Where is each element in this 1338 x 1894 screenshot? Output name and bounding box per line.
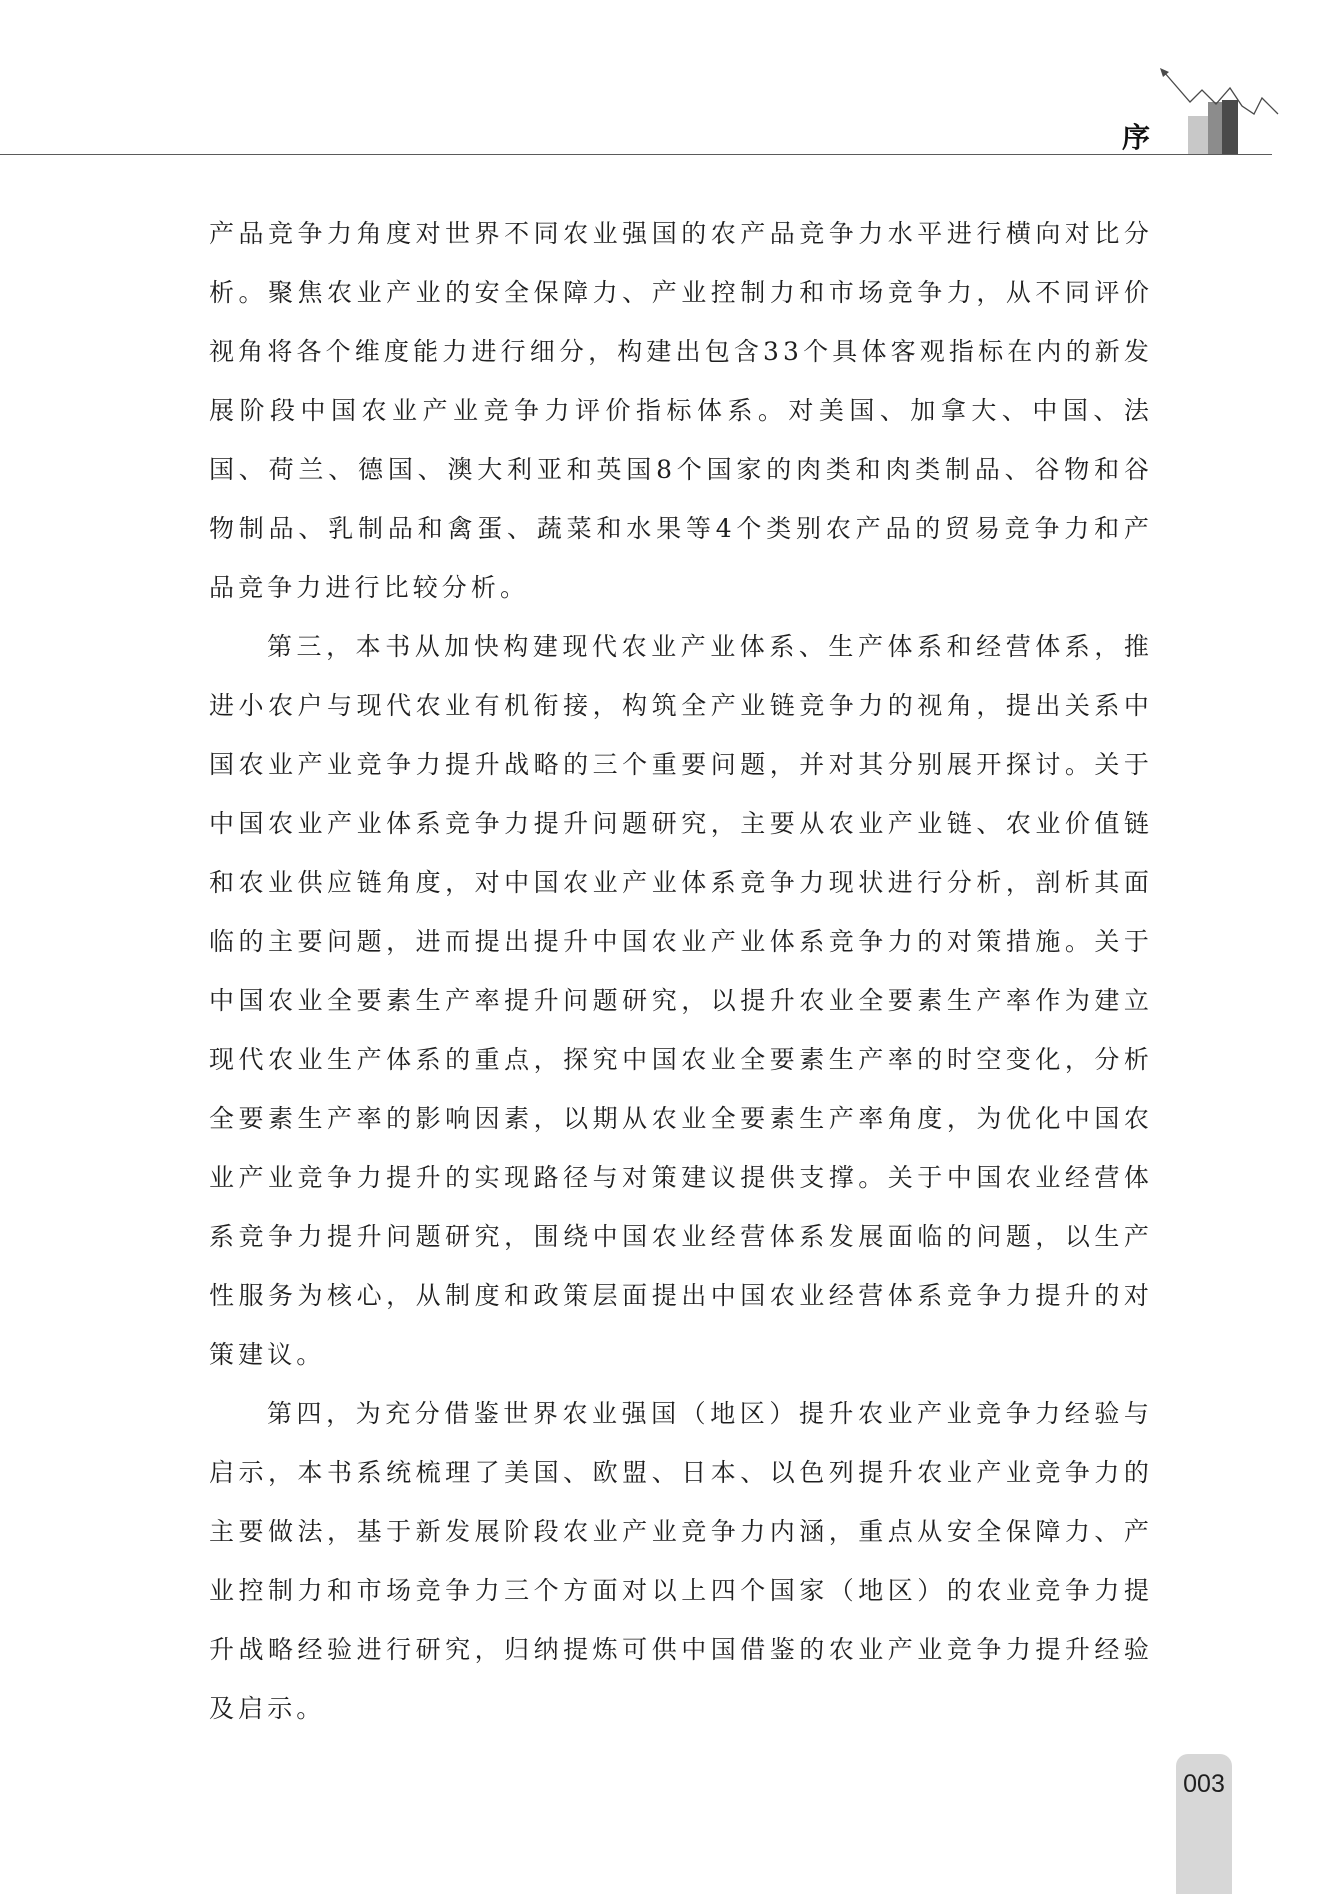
bar-chart-trend-icon bbox=[1150, 66, 1280, 156]
header-rule bbox=[0, 154, 1272, 155]
paragraph: 第三，本书从加快构建现代农业产业体系、生产体系和经营体系，推进小农户与现代农业有机衔接，构筑全产业链竞争力的视角，提出关系中国农业产业竞争力提升战略的三个重要问题，并对其分别展开探讨。关于中国农业产业体系竞争力提升问题研究，主要从农业产业链、农业价值链和农业供应链角度，对中国农业产业体系竞争力现状进行分析，剖析其面临的主要问题，进而提出提升中国农业产业体系竞争力的对策措施。关于中国农业全要素生产率提升问题研究，以提升农业全要素生产率作为建立现代农业生产体系的重点，探究中国农业全要素生产率的时空变化，分析全要素生产率的影响因素，以期从农业全要素生产率角度，为优化中国农业产业竞争力提升的实现路径与对策建议提供支撑。关于中国农业经营体系竞争力提升问题研究，围绕中国农业经营体系发展面临的问题，以生产性服务为核心，从制度和政策层面提出中国农业经营体系竞争力提升的对策建议。 bbox=[209, 632, 1153, 1369]
paragraph: 第四，为充分借鉴世界农业强国（地区）提升农业产业竞争力经验与启示，本书系统梳理了美国、欧盟、日本、以色列提升农业产业竞争力的主要做法，基于新发展阶段农业产业竞争力内涵，重点从安全保障力、产业控制力和市场竞争力三个方面对以上四个国家（地区）的农业竞争力提升战略经验进行研究，归纳提炼可供中国借鉴的农业产业竞争力提升经验及启示。 bbox=[209, 1399, 1153, 1723]
body-text bbox=[209, 204, 1153, 1738]
page-number: 003 bbox=[1183, 1770, 1225, 1798]
section-label: 序 bbox=[1122, 121, 1152, 154]
paragraph: 产品竞争力角度对世界不同农业强国的农产品竞争力水平进行横向对比分析。聚焦农业产业的安全保障力、产业控制力和市场竞争力，从不同评价视角将各个维度能力进行细分，构建出包含33个具体客观指标在内的新发展阶段中国农业产业竞争力评价指标体系。对美国、加拿大、中国、法国、荷兰、德国、澳大利亚和英国8个国家的肉类和肉类制品、谷物和谷物制品、乳制品和禽蛋、蔬菜和水果等4个类别农产品的贸易竞争力和产品竞争力进行比较分析。 bbox=[209, 219, 1153, 602]
